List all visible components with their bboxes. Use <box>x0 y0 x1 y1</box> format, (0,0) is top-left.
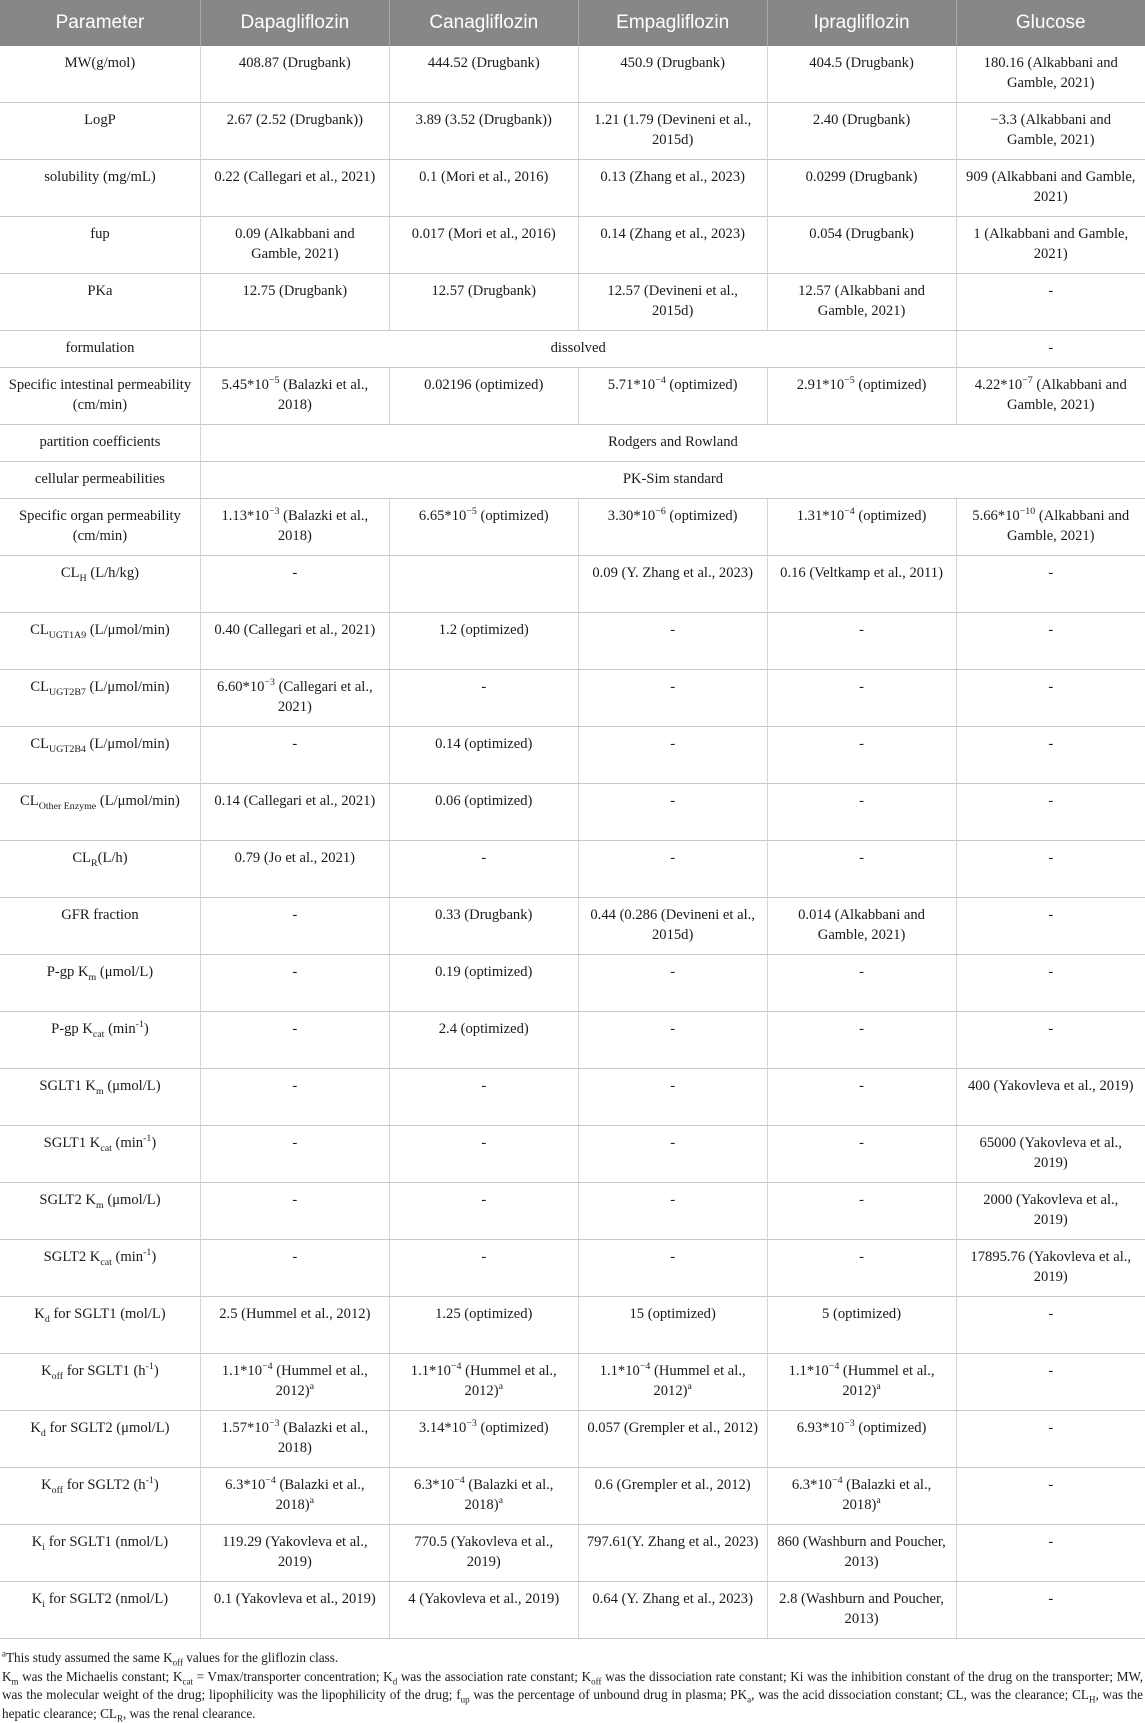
exponent: −4 <box>454 1475 465 1486</box>
value-cell: $1.31*10^{-4}$ (optimized) <box>767 499 956 556</box>
value-cell: - <box>956 274 1145 331</box>
table-row <box>0 46 1145 103</box>
table-row <box>0 670 1145 727</box>
value-cell: $6.65*10^{-5}$ (optimized) <box>389 499 578 556</box>
parameter-cell: formulation <box>0 331 200 368</box>
value-cell: 0.14 (Zhang et al., 2023) <box>578 217 767 274</box>
value-cell: 1.21 (1.79 (Devineni et al., 2015d) <box>578 103 767 160</box>
parameter-cell: $CL_{Other Enzyme}$ (L/μmol/min) <box>0 784 200 841</box>
value-cell: 2.40 (Drugbank) <box>767 103 956 160</box>
table-row <box>0 727 1145 784</box>
parameter-subscript: R <box>91 858 98 869</box>
column-header-dapagliflozin: Dapagliflozin <box>200 0 389 46</box>
definition-subscript: off <box>591 1676 601 1686</box>
exponent: −3 <box>844 1418 855 1429</box>
value-cell: - <box>956 841 1145 898</box>
parameter-subscript: d <box>45 1314 50 1325</box>
value-cell: - <box>767 1183 956 1240</box>
exponent: −4 <box>829 1361 840 1372</box>
column-header-glucose: Glucose <box>956 0 1145 46</box>
table-row <box>0 103 1145 160</box>
exponent: −5 <box>466 506 477 517</box>
value-cell: $5.66*10^{-10}$ (Alkabbani and Gamble, 2021) <box>956 499 1145 556</box>
parameter-cell: SGLT1 $K_{cat}$ $(\min^{-1})$ <box>0 1126 200 1183</box>
value-cell: 909 (Alkabbani and Gamble, 2021) <box>956 160 1145 217</box>
exponent: −4 <box>262 1361 273 1372</box>
parameter-cell: cellular permeabilities <box>0 462 200 499</box>
value-cell: - <box>956 727 1145 784</box>
table-row <box>0 217 1145 274</box>
value-cell: - <box>200 556 389 613</box>
footnote-a-sub: off <box>173 1658 183 1668</box>
value-cell: 2.8 (Washburn and Poucher, 2013) <box>767 1582 956 1639</box>
parameter-cell: $CL_{UGT2B7}$ (L/μmol/min) <box>0 670 200 727</box>
parameter-cell: solubility (mg/mL) <box>0 160 200 217</box>
value-cell: - <box>767 1012 956 1069</box>
value-cell: - <box>956 1468 1145 1525</box>
table-row <box>0 1183 1145 1240</box>
parameter-superscript: -1 <box>146 1361 154 1372</box>
value-cell: 0.19 (optimized) <box>389 955 578 1012</box>
value-cell: Rodgers and Rowland <box>200 425 1145 462</box>
value-cell: 12.57 (Devineni et al., 2015d) <box>578 274 767 331</box>
value-cell: - <box>200 1012 389 1069</box>
value-cell: - <box>578 1240 767 1297</box>
value-cell: - <box>956 898 1145 955</box>
value-cell: $5.45*10^{-5}$ (Balazki et al., 2018) <box>200 368 389 425</box>
value-cell: 12.57 (Alkabbani and Gamble, 2021) <box>767 274 956 331</box>
exponent: −10 <box>1020 506 1036 517</box>
footnote-mark: a <box>687 1381 691 1392</box>
value-cell: - <box>956 955 1145 1012</box>
parameter-subscript: m <box>96 1200 104 1211</box>
table-row <box>0 160 1145 217</box>
exponent: −3 <box>269 1418 280 1429</box>
parameter-subscript: UGT1A9 <box>49 630 86 641</box>
value-cell: - <box>767 613 956 670</box>
value-cell: 12.57 (Drugbank) <box>389 274 578 331</box>
table-body <box>0 46 1145 1639</box>
table-row <box>0 898 1145 955</box>
table-row <box>0 368 1145 425</box>
exponent: −4 <box>844 506 855 517</box>
table-row <box>0 462 1145 499</box>
footnote-a-text-end: values for the gliflozin class. <box>183 1650 338 1665</box>
value-cell: 0.6 (Grempler et al., 2012) <box>578 1468 767 1525</box>
table-row <box>0 1354 1145 1411</box>
parameter-cell: $K_{off}$ for SGLT2 $(h^{-1})$ <box>0 1468 200 1525</box>
table-row <box>0 1297 1145 1354</box>
footnote-mark: a <box>499 1381 503 1392</box>
value-cell: 4 (Yakovleva et al., 2019) <box>389 1582 578 1639</box>
parameter-subscript: UGT2B4 <box>49 744 86 755</box>
parameter-subscript: UGT2B7 <box>49 687 86 698</box>
footnote-mark: a <box>2 1649 6 1659</box>
table-row <box>0 1126 1145 1183</box>
table-header <box>0 0 1145 46</box>
parameter-cell: P-gp $K_m$ (μmol/L) <box>0 955 200 1012</box>
exponent: −4 <box>451 1361 462 1372</box>
value-cell: 1.25 (optimized) <box>389 1297 578 1354</box>
value-cell: 0.64 (Y. Zhang et al., 2023) <box>578 1582 767 1639</box>
exponent: −4 <box>832 1475 843 1486</box>
value-cell: 0.09 (Y. Zhang et al., 2023) <box>578 556 767 613</box>
value-cell: - <box>200 1069 389 1126</box>
exponent: −3 <box>466 1418 477 1429</box>
value-cell: $5.71*10^{-4}$ (optimized) <box>578 368 767 425</box>
table-row <box>0 499 1145 556</box>
value-cell: - <box>578 841 767 898</box>
value-cell: - <box>767 1069 956 1126</box>
value-cell: 0.16 (Veltkamp et al., 2011) <box>767 556 956 613</box>
value-cell: - <box>956 1297 1145 1354</box>
column-header-ipragliflozin: Ipragliflozin <box>767 0 956 46</box>
value-cell: 0.09 (Alkabbani and Gamble, 2021) <box>200 217 389 274</box>
table-row <box>0 784 1145 841</box>
parameter-subscript: m <box>89 972 97 983</box>
definition-subscript: d <box>393 1676 397 1686</box>
value-cell: 0.02196 (optimized) <box>389 368 578 425</box>
value-cell: $6.60*10^{-3}$ (Callegari et al., 2021) <box>200 670 389 727</box>
parameter-subscript: cat <box>100 1257 112 1268</box>
value-cell: - <box>956 784 1145 841</box>
value-cell: 0.33 (Drugbank) <box>389 898 578 955</box>
parameter-cell: $K_i$ for SGLT1 (nmol/L) <box>0 1525 200 1582</box>
value-cell: 0.13 (Zhang et al., 2023) <box>578 160 767 217</box>
value-cell: 1 (Alkabbani and Gamble, 2021) <box>956 217 1145 274</box>
column-header-parameter: Parameter <box>0 0 200 46</box>
parameter-superscript: -1 <box>143 1247 151 1258</box>
value-cell: - <box>578 1183 767 1240</box>
parameter-cell: $CL_{UGT2B4}$ (L/μmol/min) <box>0 727 200 784</box>
table-row <box>0 1582 1145 1639</box>
parameter-cell: Specific intestinal permeability (cm/min) <box>0 368 200 425</box>
value-cell: 0.1 (Yakovleva et al., 2019) <box>200 1582 389 1639</box>
parameter-cell: $K_{off}$ for SGLT1 $(h^{-1})$ <box>0 1354 200 1411</box>
value-cell <box>389 556 578 613</box>
value-cell: - <box>389 1240 578 1297</box>
definition-subscript: up <box>461 1695 470 1705</box>
footnote-mark: a <box>310 1495 314 1506</box>
parameter-cell: partition coefficients <box>0 425 200 462</box>
value-cell: - <box>200 1126 389 1183</box>
exponent: −3 <box>269 506 280 517</box>
parameter-subscript: cat <box>100 1143 112 1154</box>
value-cell: - <box>956 1012 1145 1069</box>
value-cell: - <box>956 1525 1145 1582</box>
table-row <box>0 274 1145 331</box>
value-cell: - <box>389 841 578 898</box>
table-row <box>0 955 1145 1012</box>
footnote-a-text: This study assumed the same K <box>6 1650 173 1665</box>
parameter-cell: SGLT1 $K_m$ (μmol/L) <box>0 1069 200 1126</box>
value-cell: - <box>956 613 1145 670</box>
value-cell: 0.014 (Alkabbani and Gamble, 2021) <box>767 898 956 955</box>
value-cell: - <box>578 1012 767 1069</box>
value-cell: 180.16 (Alkabbani and Gamble, 2021) <box>956 46 1145 103</box>
value-cell: 0.057 (Grempler et al., 2012) <box>578 1411 767 1468</box>
value-cell: 450.9 (Drugbank) <box>578 46 767 103</box>
value-cell: $1.1*10^{-4}$ (Hummel et al., 2012)$^a$ <box>389 1354 578 1411</box>
value-cell: $3.30*10^{-6}$ (optimized) <box>578 499 767 556</box>
parameter-cell: $CL_R(L/h)$ <box>0 841 200 898</box>
value-cell: - <box>767 955 956 1012</box>
parameter-subscript: Other Enzyme <box>39 801 97 812</box>
parameter-subscript: d <box>41 1428 46 1439</box>
value-cell: - <box>200 1240 389 1297</box>
parameter-subscript: i <box>42 1542 45 1553</box>
exponent: −4 <box>655 375 666 386</box>
definition-subscript: H <box>1089 1695 1095 1705</box>
value-cell: - <box>767 841 956 898</box>
value-cell: - <box>956 670 1145 727</box>
exponent: −5 <box>844 375 855 386</box>
value-cell: 15 (optimized) <box>578 1297 767 1354</box>
table-row <box>0 1069 1145 1126</box>
footnote-mark: a <box>876 1495 880 1506</box>
value-cell: - <box>200 727 389 784</box>
parameter-subscript: m <box>96 1086 104 1097</box>
value-cell: 5 (optimized) <box>767 1297 956 1354</box>
value-cell: - <box>767 1126 956 1183</box>
exponent: −3 <box>264 677 275 688</box>
value-cell: 0.054 (Drugbank) <box>767 217 956 274</box>
parameter-cell: fup <box>0 217 200 274</box>
value-cell: - <box>389 1183 578 1240</box>
value-cell: - <box>767 670 956 727</box>
value-cell: 0.017 (Mori et al., 2016) <box>389 217 578 274</box>
definition-subscript: R <box>117 1713 123 1723</box>
value-cell: - <box>578 670 767 727</box>
table-row <box>0 1411 1145 1468</box>
value-cell: $6.3*10^{-4}$ (Balazki et al., 2018)$^a$ <box>200 1468 389 1525</box>
value-cell: - <box>578 1069 767 1126</box>
value-cell: - <box>200 898 389 955</box>
parameter-superscript: -1 <box>143 1133 151 1144</box>
parameter-cell: LogP <box>0 103 200 160</box>
value-cell: 2.5 (Hummel et al., 2012) <box>200 1297 389 1354</box>
parameter-superscript: -1 <box>146 1475 154 1486</box>
value-cell: −3.3 (Alkabbani and Gamble, 2021) <box>956 103 1145 160</box>
parameter-cell: MW(g/mol) <box>0 46 200 103</box>
parameter-cell: $K_d$ for SGLT2 (μmol/L) <box>0 1411 200 1468</box>
value-cell: - <box>578 1126 767 1183</box>
table-row <box>0 1012 1145 1069</box>
value-cell: - <box>578 784 767 841</box>
parameter-superscript: -1 <box>136 1019 144 1030</box>
value-cell: - <box>389 670 578 727</box>
value-cell: - <box>578 613 767 670</box>
value-cell: - <box>767 1240 956 1297</box>
value-cell: - <box>578 727 767 784</box>
table-footnotes <box>0 1639 1145 1723</box>
value-cell: 0.14 (Callegari et al., 2021) <box>200 784 389 841</box>
exponent: −7 <box>1022 375 1033 386</box>
value-cell: 2.67 (2.52 (Drugbank)) <box>200 103 389 160</box>
value-cell: 797.61(Y. Zhang et al., 2023) <box>578 1525 767 1582</box>
value-cell: 0.06 (optimized) <box>389 784 578 841</box>
value-cell: $1.57*10^{-3}$ (Balazki et al., 2018) <box>200 1411 389 1468</box>
value-cell: 17895.76 (Yakovleva et al., 2019) <box>956 1240 1145 1297</box>
table-row <box>0 1525 1145 1582</box>
exponent: −4 <box>640 1361 651 1372</box>
value-cell: 2.4 (optimized) <box>389 1012 578 1069</box>
footnote-mark: a <box>876 1381 880 1392</box>
value-cell: $3.14*10^{-3}$ (optimized) <box>389 1411 578 1468</box>
value-cell: 12.75 (Drugbank) <box>200 274 389 331</box>
footnote-mark: a <box>310 1381 314 1392</box>
value-cell: - <box>389 1069 578 1126</box>
definition-subscript: a <box>747 1695 751 1705</box>
exponent: −6 <box>655 506 666 517</box>
value-cell: - <box>578 955 767 1012</box>
column-header-canagliflozin: Canagliflozin <box>389 0 578 46</box>
value-cell: $1.13*10^{-3}$ (Balazki et al., 2018) <box>200 499 389 556</box>
value-cell: 770.5 (Yakovleva et al., 2019) <box>389 1525 578 1582</box>
value-cell: 119.29 (Yakovleva et al., 2019) <box>200 1525 389 1582</box>
value-cell: 444.52 (Drugbank) <box>389 46 578 103</box>
value-cell: 2000 (Yakovleva et al., 2019) <box>956 1183 1145 1240</box>
value-cell: 1.2 (optimized) <box>389 613 578 670</box>
definition-subscript: m <box>12 1676 19 1686</box>
value-cell: 0.14 (optimized) <box>389 727 578 784</box>
value-cell: 65000 (Yakovleva et al., 2019) <box>956 1126 1145 1183</box>
value-cell: 0.1 (Mori et al., 2016) <box>389 160 578 217</box>
parameter-subscript: off <box>52 1485 63 1496</box>
value-cell: - <box>767 727 956 784</box>
table-row <box>0 1240 1145 1297</box>
value-cell: $1.1*10^{-4}$ (Hummel et al., 2012)$^a$ <box>200 1354 389 1411</box>
parameter-cell: PKa <box>0 274 200 331</box>
value-cell: $6.3*10^{-4}$ (Balazki et al., 2018)$^a$ <box>389 1468 578 1525</box>
parameter-cell: P-gp $K_{cat}$ $(\min^{-1})$ <box>0 1012 200 1069</box>
parameter-cell: SGLT2 $K_{cat}$ $(\min^{-1})$ <box>0 1240 200 1297</box>
value-cell: - <box>200 955 389 1012</box>
parameter-cell: $K_i$ for SGLT2 (nmol/L) <box>0 1582 200 1639</box>
value-cell: 3.89 (3.52 (Drugbank)) <box>389 103 578 160</box>
parameter-cell: Specific organ permeability (cm/min) <box>0 499 200 556</box>
table-row <box>0 331 1145 368</box>
value-cell: $4.22*10^{-7}$ (Alkabbani and Gamble, 2021) <box>956 368 1145 425</box>
value-cell: 860 (Washburn and Poucher, 2013) <box>767 1525 956 1582</box>
value-cell: - <box>767 784 956 841</box>
table-row <box>0 1468 1145 1525</box>
definition-subscript: cat <box>182 1676 192 1686</box>
value-cell: - <box>956 331 1145 368</box>
value-cell: 0.40 (Callegari et al., 2021) <box>200 613 389 670</box>
table-row <box>0 613 1145 670</box>
value-cell: 0.79 (Jo et al., 2021) <box>200 841 389 898</box>
value-cell: - <box>956 1411 1145 1468</box>
parameter-cell: $CL_H$ (L/h/kg) <box>0 556 200 613</box>
parameter-subscript: H <box>80 573 87 584</box>
table-row <box>0 841 1145 898</box>
parameter-subscript: i <box>42 1599 45 1610</box>
value-cell: - <box>956 1354 1145 1411</box>
table-row <box>0 556 1145 613</box>
value-cell: - <box>956 1582 1145 1639</box>
exponent: −4 <box>265 1475 276 1486</box>
value-cell: 408.87 (Drugbank) <box>200 46 389 103</box>
footnote-definitions: $K_m$ was the Michaelis constant; $K_{cat}$ = Vmax/transporter concentration; $K_d$ was the association rate constant; $K_{off}$ was the dissociation rate constant; Ki was the inhibition constant of the drug on the transporter; MW, was the molecular weight of the drug; lipophilicity was the lipophilicity of the drug; $f_{up}$ was the percentage of unbound drug in plasma; $PK_a$, was the acid dissociation constant; CL, was the clearance; $CL_H$, was the hepatic clearance; $CL_R$, was the renal clearance. <box>2 1668 1143 1723</box>
value-cell: PK-Sim standard <box>200 462 1145 499</box>
value-cell: - <box>389 1126 578 1183</box>
value-cell: 0.0299 (Drugbank) <box>767 160 956 217</box>
parameter-cell: GFR fraction <box>0 898 200 955</box>
value-cell: $2.91*10^{-5}$ (optimized) <box>767 368 956 425</box>
value-cell: - <box>956 556 1145 613</box>
value-cell: 0.22 (Callegari et al., 2021) <box>200 160 389 217</box>
parameter-cell: $CL_{UGT1A9}$ (L/μmol/min) <box>0 613 200 670</box>
value-cell: 404.5 (Drugbank) <box>767 46 956 103</box>
value-cell: dissolved <box>200 331 956 368</box>
exponent: −5 <box>269 375 280 386</box>
footnote-mark: a <box>499 1495 503 1506</box>
value-cell: - <box>200 1183 389 1240</box>
parameter-subscript: cat <box>93 1029 105 1040</box>
value-cell: $1.1*10^{-4}$ (Hummel et al., 2012)$^a$ <box>578 1354 767 1411</box>
value-cell: $6.3*10^{-4}$ (Balazki et al., 2018)$^a$ <box>767 1468 956 1525</box>
value-cell: $6.93*10^{-3}$ (optimized) <box>767 1411 956 1468</box>
value-cell: 400 (Yakovleva et al., 2019) <box>956 1069 1145 1126</box>
parameter-subscript: off <box>52 1371 63 1382</box>
table-row <box>0 425 1145 462</box>
parameter-cell: $K_d$ for SGLT1 (mol/L) <box>0 1297 200 1354</box>
footnote-a <box>2 1649 1143 1668</box>
value-cell: 0.44 (0.286 (Devineni et al., 2015d) <box>578 898 767 955</box>
value-cell: $1.1*10^{-4}$ (Hummel et al., 2012)$^a$ <box>767 1354 956 1411</box>
parameter-cell: SGLT2 $K_m$ (μmol/L) <box>0 1183 200 1240</box>
column-header-empagliflozin: Empagliflozin <box>578 0 767 46</box>
